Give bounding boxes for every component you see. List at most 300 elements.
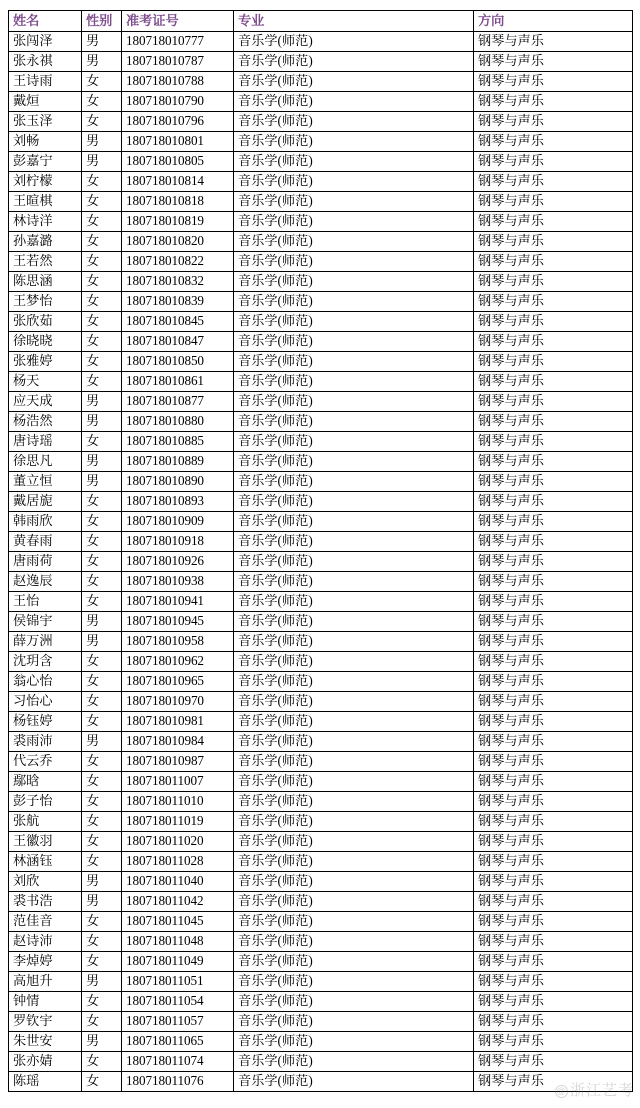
cell-major: 音乐学(师范) (234, 1012, 474, 1032)
cell-name: 翁心怡 (9, 672, 82, 692)
cell-major: 音乐学(师范) (234, 52, 474, 72)
cell-gender: 女 (82, 952, 122, 972)
cell-name: 王梦怡 (9, 292, 82, 312)
cell-major: 音乐学(师范) (234, 252, 474, 272)
cell-major: 音乐学(师范) (234, 652, 474, 672)
cell-direction: 钢琴与声乐 (474, 592, 633, 612)
cell-exam-id: 180718010880 (122, 412, 234, 432)
cell-major: 音乐学(师范) (234, 792, 474, 812)
cell-name: 韩雨欣 (9, 512, 82, 532)
cell-exam-id: 180718011076 (122, 1072, 234, 1092)
cell-direction: 钢琴与声乐 (474, 312, 633, 332)
table-row (9, 612, 633, 632)
cell-exam-id: 180718010890 (122, 472, 234, 492)
cell-direction: 钢琴与声乐 (474, 892, 633, 912)
cell-gender: 女 (82, 532, 122, 552)
cell-gender: 女 (82, 292, 122, 312)
cell-exam-id: 180718010984 (122, 732, 234, 752)
cell-major: 音乐学(师范) (234, 312, 474, 332)
table-row (9, 172, 633, 192)
cell-exam-id: 180718010850 (122, 352, 234, 372)
cell-direction: 钢琴与声乐 (474, 532, 633, 552)
cell-gender: 女 (82, 372, 122, 392)
table-row (9, 732, 633, 752)
cell-gender: 女 (82, 692, 122, 712)
cell-name: 戴烜 (9, 92, 82, 112)
cell-major: 音乐学(师范) (234, 292, 474, 312)
cell-gender: 男 (82, 872, 122, 892)
table-row (9, 152, 633, 172)
cell-direction: 钢琴与声乐 (474, 232, 633, 252)
cell-name: 张闯泽 (9, 32, 82, 52)
cell-exam-id: 180718010962 (122, 652, 234, 672)
cell-major: 音乐学(师范) (234, 72, 474, 92)
cell-name: 黄春雨 (9, 532, 82, 552)
table-row (9, 1032, 633, 1052)
cell-major: 音乐学(师范) (234, 92, 474, 112)
cell-exam-id: 180718010788 (122, 72, 234, 92)
cell-name: 林涵钰 (9, 852, 82, 872)
table-row (9, 212, 633, 232)
cell-major: 音乐学(师范) (234, 152, 474, 172)
column-header-direction: 方向 (474, 11, 633, 32)
cell-major: 音乐学(师范) (234, 992, 474, 1012)
table-row (9, 972, 633, 992)
cell-direction: 钢琴与声乐 (474, 632, 633, 652)
cell-name: 张永祺 (9, 52, 82, 72)
watermark-at-icon: @ (556, 1085, 567, 1096)
cell-gender: 男 (82, 732, 122, 752)
cell-major: 音乐学(师范) (234, 392, 474, 412)
cell-major: 音乐学(师范) (234, 632, 474, 652)
cell-direction: 钢琴与声乐 (474, 452, 633, 472)
cell-name: 董立恒 (9, 472, 82, 492)
cell-direction: 钢琴与声乐 (474, 952, 633, 972)
cell-gender: 女 (82, 312, 122, 332)
cell-major: 音乐学(师范) (234, 452, 474, 472)
cell-name: 赵逸辰 (9, 572, 82, 592)
cell-direction: 钢琴与声乐 (474, 172, 633, 192)
cell-direction: 钢琴与声乐 (474, 972, 633, 992)
cell-major: 音乐学(师范) (234, 112, 474, 132)
cell-exam-id: 180718010814 (122, 172, 234, 192)
table-row (9, 532, 633, 552)
cell-direction: 钢琴与声乐 (474, 812, 633, 832)
cell-exam-id: 180718010909 (122, 512, 234, 532)
cell-direction: 钢琴与声乐 (474, 692, 633, 712)
cell-gender: 男 (82, 892, 122, 912)
cell-direction: 钢琴与声乐 (474, 852, 633, 872)
cell-name: 高旭升 (9, 972, 82, 992)
cell-name: 代云乔 (9, 752, 82, 772)
table-row (9, 272, 633, 292)
cell-gender: 女 (82, 852, 122, 872)
table-row (9, 292, 633, 312)
cell-major: 音乐学(师范) (234, 232, 474, 252)
cell-name: 罗钦宇 (9, 1012, 82, 1032)
cell-exam-id: 180718010958 (122, 632, 234, 652)
cell-major: 音乐学(师范) (234, 172, 474, 192)
table-row (9, 232, 633, 252)
cell-major: 音乐学(师范) (234, 1052, 474, 1072)
table-row (9, 352, 633, 372)
cell-name: 张欣茹 (9, 312, 82, 332)
cell-name: 朱世安 (9, 1032, 82, 1052)
cell-gender: 女 (82, 332, 122, 352)
cell-major: 音乐学(师范) (234, 892, 474, 912)
cell-major: 音乐学(师范) (234, 592, 474, 612)
cell-major: 音乐学(师范) (234, 712, 474, 732)
table-row (9, 452, 633, 472)
cell-name: 王怡 (9, 592, 82, 612)
table-row (9, 872, 633, 892)
cell-major: 音乐学(师范) (234, 352, 474, 372)
cell-direction: 钢琴与声乐 (474, 332, 633, 352)
cell-direction: 钢琴与声乐 (474, 792, 633, 812)
cell-direction: 钢琴与声乐 (474, 492, 633, 512)
cell-name: 习怡心 (9, 692, 82, 712)
cell-exam-id: 180718011051 (122, 972, 234, 992)
cell-direction: 钢琴与声乐 (474, 752, 633, 772)
cell-major: 音乐学(师范) (234, 692, 474, 712)
watermark-text: 浙江艺考 (569, 1082, 634, 1099)
table-row (9, 92, 633, 112)
cell-gender: 女 (82, 92, 122, 112)
table-row (9, 492, 633, 512)
cell-name: 徐思凡 (9, 452, 82, 472)
cell-major: 音乐学(师范) (234, 852, 474, 872)
cell-name: 薛万洲 (9, 632, 82, 652)
table-row (9, 892, 633, 912)
table-row (9, 332, 633, 352)
cell-exam-id: 180718010885 (122, 432, 234, 452)
cell-gender: 男 (82, 612, 122, 632)
cell-direction: 钢琴与声乐 (474, 712, 633, 732)
cell-major: 音乐学(师范) (234, 932, 474, 952)
cell-major: 音乐学(师范) (234, 132, 474, 152)
cell-gender: 女 (82, 252, 122, 272)
cell-gender: 男 (82, 632, 122, 652)
cell-major: 音乐学(师范) (234, 772, 474, 792)
cell-gender: 女 (82, 672, 122, 692)
cell-gender: 女 (82, 792, 122, 812)
cell-exam-id: 180718011045 (122, 912, 234, 932)
cell-direction: 钢琴与声乐 (474, 512, 633, 532)
cell-direction: 钢琴与声乐 (474, 992, 633, 1012)
cell-exam-id: 180718010970 (122, 692, 234, 712)
cell-name: 张航 (9, 812, 82, 832)
cell-major: 音乐学(师范) (234, 272, 474, 292)
cell-gender: 男 (82, 1032, 122, 1052)
cell-gender: 女 (82, 512, 122, 532)
cell-exam-id: 180718010777 (122, 32, 234, 52)
cell-name: 彭嘉宁 (9, 152, 82, 172)
cell-exam-id: 180718010845 (122, 312, 234, 332)
cell-exam-id: 180718010926 (122, 552, 234, 572)
cell-gender: 男 (82, 452, 122, 472)
cell-direction: 钢琴与声乐 (474, 72, 633, 92)
cell-exam-id: 180718011048 (122, 932, 234, 952)
cell-exam-id: 180718011019 (122, 812, 234, 832)
cell-name: 杨天 (9, 372, 82, 392)
cell-name: 杨浩然 (9, 412, 82, 432)
table-row (9, 1012, 633, 1032)
cell-direction: 钢琴与声乐 (474, 832, 633, 852)
table-row (9, 772, 633, 792)
cell-exam-id: 180718010822 (122, 252, 234, 272)
cell-name: 钟情 (9, 992, 82, 1012)
table-row (9, 692, 633, 712)
table-row (9, 252, 633, 272)
cell-major: 音乐学(师范) (234, 32, 474, 52)
cell-major: 音乐学(师范) (234, 512, 474, 532)
cell-name: 彭子怡 (9, 792, 82, 812)
cell-gender: 女 (82, 272, 122, 292)
cell-gender: 女 (82, 992, 122, 1012)
cell-major: 音乐学(师范) (234, 372, 474, 392)
cell-major: 音乐学(师范) (234, 552, 474, 572)
table-row (9, 592, 633, 612)
cell-gender: 男 (82, 152, 122, 172)
cell-direction: 钢琴与声乐 (474, 392, 633, 412)
cell-gender: 女 (82, 752, 122, 772)
cell-direction: 钢琴与声乐 (474, 92, 633, 112)
cell-major: 音乐学(师范) (234, 732, 474, 752)
cell-name: 沈玥含 (9, 652, 82, 672)
cell-gender: 女 (82, 712, 122, 732)
cell-name: 唐雨荷 (9, 552, 82, 572)
cell-direction: 钢琴与声乐 (474, 112, 633, 132)
cell-direction: 钢琴与声乐 (474, 252, 633, 272)
cell-name: 侯锦宇 (9, 612, 82, 632)
cell-name: 唐诗瑶 (9, 432, 82, 452)
cell-major: 音乐学(师范) (234, 212, 474, 232)
cell-gender: 女 (82, 232, 122, 252)
cell-gender: 男 (82, 52, 122, 72)
cell-exam-id: 180718011054 (122, 992, 234, 1012)
cell-direction: 钢琴与声乐 (474, 32, 633, 52)
table-row (9, 432, 633, 452)
cell-major: 音乐学(师范) (234, 1032, 474, 1052)
cell-major: 音乐学(师范) (234, 412, 474, 432)
cell-major: 音乐学(师范) (234, 872, 474, 892)
cell-gender: 女 (82, 1012, 122, 1032)
cell-direction: 钢琴与声乐 (474, 932, 633, 952)
cell-major: 音乐学(师范) (234, 672, 474, 692)
cell-name: 刘欣 (9, 872, 82, 892)
table-row (9, 552, 633, 572)
cell-direction: 钢琴与声乐 (474, 292, 633, 312)
cell-direction: 钢琴与声乐 (474, 192, 633, 212)
cell-direction: 钢琴与声乐 (474, 352, 633, 372)
table-header (9, 11, 633, 32)
cell-gender: 女 (82, 652, 122, 672)
cell-exam-id: 180718010941 (122, 592, 234, 612)
cell-name: 杨钰婷 (9, 712, 82, 732)
cell-gender: 男 (82, 472, 122, 492)
table-row (9, 812, 633, 832)
cell-exam-id: 180718010938 (122, 572, 234, 592)
table-row (9, 1052, 633, 1072)
table-row (9, 792, 633, 812)
table-row (9, 852, 633, 872)
cell-gender: 女 (82, 912, 122, 932)
cell-direction: 钢琴与声乐 (474, 652, 633, 672)
cell-major: 音乐学(师范) (234, 612, 474, 632)
cell-exam-id: 180718010847 (122, 332, 234, 352)
cell-gender: 女 (82, 72, 122, 92)
table-row (9, 752, 633, 772)
exam-candidate-table (8, 10, 633, 1092)
cell-major: 音乐学(师范) (234, 572, 474, 592)
table-row (9, 672, 633, 692)
table-row (9, 372, 633, 392)
cell-gender: 女 (82, 1052, 122, 1072)
cell-gender: 女 (82, 432, 122, 452)
column-header-exam-id: 准考证号 (122, 11, 234, 32)
cell-gender: 男 (82, 972, 122, 992)
table-body (9, 32, 633, 1092)
cell-name: 刘柠檬 (9, 172, 82, 192)
header-row (9, 11, 633, 32)
cell-gender: 女 (82, 492, 122, 512)
table-row (9, 312, 633, 332)
cell-direction: 钢琴与声乐 (474, 52, 633, 72)
table-row (9, 192, 633, 212)
cell-exam-id: 180718010981 (122, 712, 234, 732)
table-row (9, 832, 633, 852)
cell-name: 裘雨沛 (9, 732, 82, 752)
cell-exam-id: 180718011065 (122, 1032, 234, 1052)
cell-direction: 钢琴与声乐 (474, 672, 633, 692)
cell-exam-id: 180718010796 (122, 112, 234, 132)
cell-major: 音乐学(师范) (234, 972, 474, 992)
cell-gender: 女 (82, 832, 122, 852)
cell-exam-id: 180718010893 (122, 492, 234, 512)
cell-major: 音乐学(师范) (234, 912, 474, 932)
cell-gender: 女 (82, 592, 122, 612)
table-row (9, 712, 633, 732)
cell-exam-id: 180718010918 (122, 532, 234, 552)
cell-direction: 钢琴与声乐 (474, 1072, 633, 1092)
cell-exam-id: 180718011040 (122, 872, 234, 892)
cell-exam-id: 180718010839 (122, 292, 234, 312)
cell-gender: 女 (82, 192, 122, 212)
cell-major: 音乐学(师范) (234, 492, 474, 512)
cell-exam-id: 180718010987 (122, 752, 234, 772)
cell-direction: 钢琴与声乐 (474, 272, 633, 292)
cell-major: 音乐学(师范) (234, 332, 474, 352)
cell-name: 鄢晗 (9, 772, 82, 792)
cell-name: 裘书浩 (9, 892, 82, 912)
table-row (9, 572, 633, 592)
cell-gender: 女 (82, 932, 122, 952)
cell-major: 音乐学(师范) (234, 472, 474, 492)
cell-direction: 钢琴与声乐 (474, 572, 633, 592)
cell-exam-id: 180718010787 (122, 52, 234, 72)
cell-name: 应天成 (9, 392, 82, 412)
cell-major: 音乐学(师范) (234, 952, 474, 972)
table-row (9, 632, 633, 652)
table-row (9, 472, 633, 492)
cell-name: 范佳音 (9, 912, 82, 932)
table-row (9, 72, 633, 92)
cell-name: 张雅婷 (9, 352, 82, 372)
cell-name: 李焯婷 (9, 952, 82, 972)
cell-name: 戴居旎 (9, 492, 82, 512)
cell-name: 王诗雨 (9, 72, 82, 92)
cell-gender: 女 (82, 772, 122, 792)
cell-name: 徐晓晓 (9, 332, 82, 352)
cell-name: 刘畅 (9, 132, 82, 152)
cell-direction: 钢琴与声乐 (474, 372, 633, 392)
cell-direction: 钢琴与声乐 (474, 1012, 633, 1032)
cell-name: 王若然 (9, 252, 82, 272)
cell-direction: 钢琴与声乐 (474, 732, 633, 752)
cell-major: 音乐学(师范) (234, 432, 474, 452)
cell-direction: 钢琴与声乐 (474, 212, 633, 232)
cell-major: 音乐学(师范) (234, 832, 474, 852)
cell-gender: 女 (82, 812, 122, 832)
cell-major: 音乐学(师范) (234, 812, 474, 832)
cell-exam-id: 180718010819 (122, 212, 234, 232)
cell-direction: 钢琴与声乐 (474, 412, 633, 432)
cell-name: 王徽羽 (9, 832, 82, 852)
table-row (9, 132, 633, 152)
column-header-name: 姓名 (9, 11, 82, 32)
column-header-gender: 性别 (82, 11, 122, 32)
cell-exam-id: 180718011020 (122, 832, 234, 852)
table-row (9, 112, 633, 132)
cell-direction: 钢琴与声乐 (474, 912, 633, 932)
cell-direction: 钢琴与声乐 (474, 152, 633, 172)
cell-name: 张玉泽 (9, 112, 82, 132)
cell-name: 陈思涵 (9, 272, 82, 292)
table-row (9, 32, 633, 52)
cell-gender: 女 (82, 552, 122, 572)
cell-major: 音乐学(师范) (234, 752, 474, 772)
table-row (9, 1072, 633, 1092)
cell-gender: 女 (82, 172, 122, 192)
cell-direction: 钢琴与声乐 (474, 552, 633, 572)
cell-name: 孙嘉潞 (9, 232, 82, 252)
cell-major: 音乐学(师范) (234, 532, 474, 552)
cell-name: 赵诗沛 (9, 932, 82, 952)
table-row (9, 932, 633, 952)
cell-gender: 女 (82, 352, 122, 372)
cell-direction: 钢琴与声乐 (474, 1032, 633, 1052)
cell-direction: 钢琴与声乐 (474, 1052, 633, 1072)
cell-exam-id: 180718010861 (122, 372, 234, 392)
cell-exam-id: 180718010877 (122, 392, 234, 412)
cell-direction: 钢琴与声乐 (474, 772, 633, 792)
cell-gender: 女 (82, 212, 122, 232)
table-row (9, 912, 633, 932)
cell-direction: 钢琴与声乐 (474, 472, 633, 492)
cell-gender: 女 (82, 112, 122, 132)
cell-gender: 男 (82, 132, 122, 152)
cell-exam-id: 180718010945 (122, 612, 234, 632)
cell-exam-id: 180718010965 (122, 672, 234, 692)
cell-exam-id: 180718011007 (122, 772, 234, 792)
cell-exam-id: 180718011028 (122, 852, 234, 872)
cell-exam-id: 180718011042 (122, 892, 234, 912)
cell-gender: 女 (82, 1072, 122, 1092)
cell-direction: 钢琴与声乐 (474, 432, 633, 452)
cell-exam-id: 180718010889 (122, 452, 234, 472)
cell-exam-id: 180718010805 (122, 152, 234, 172)
cell-name: 陈瑶 (9, 1072, 82, 1092)
